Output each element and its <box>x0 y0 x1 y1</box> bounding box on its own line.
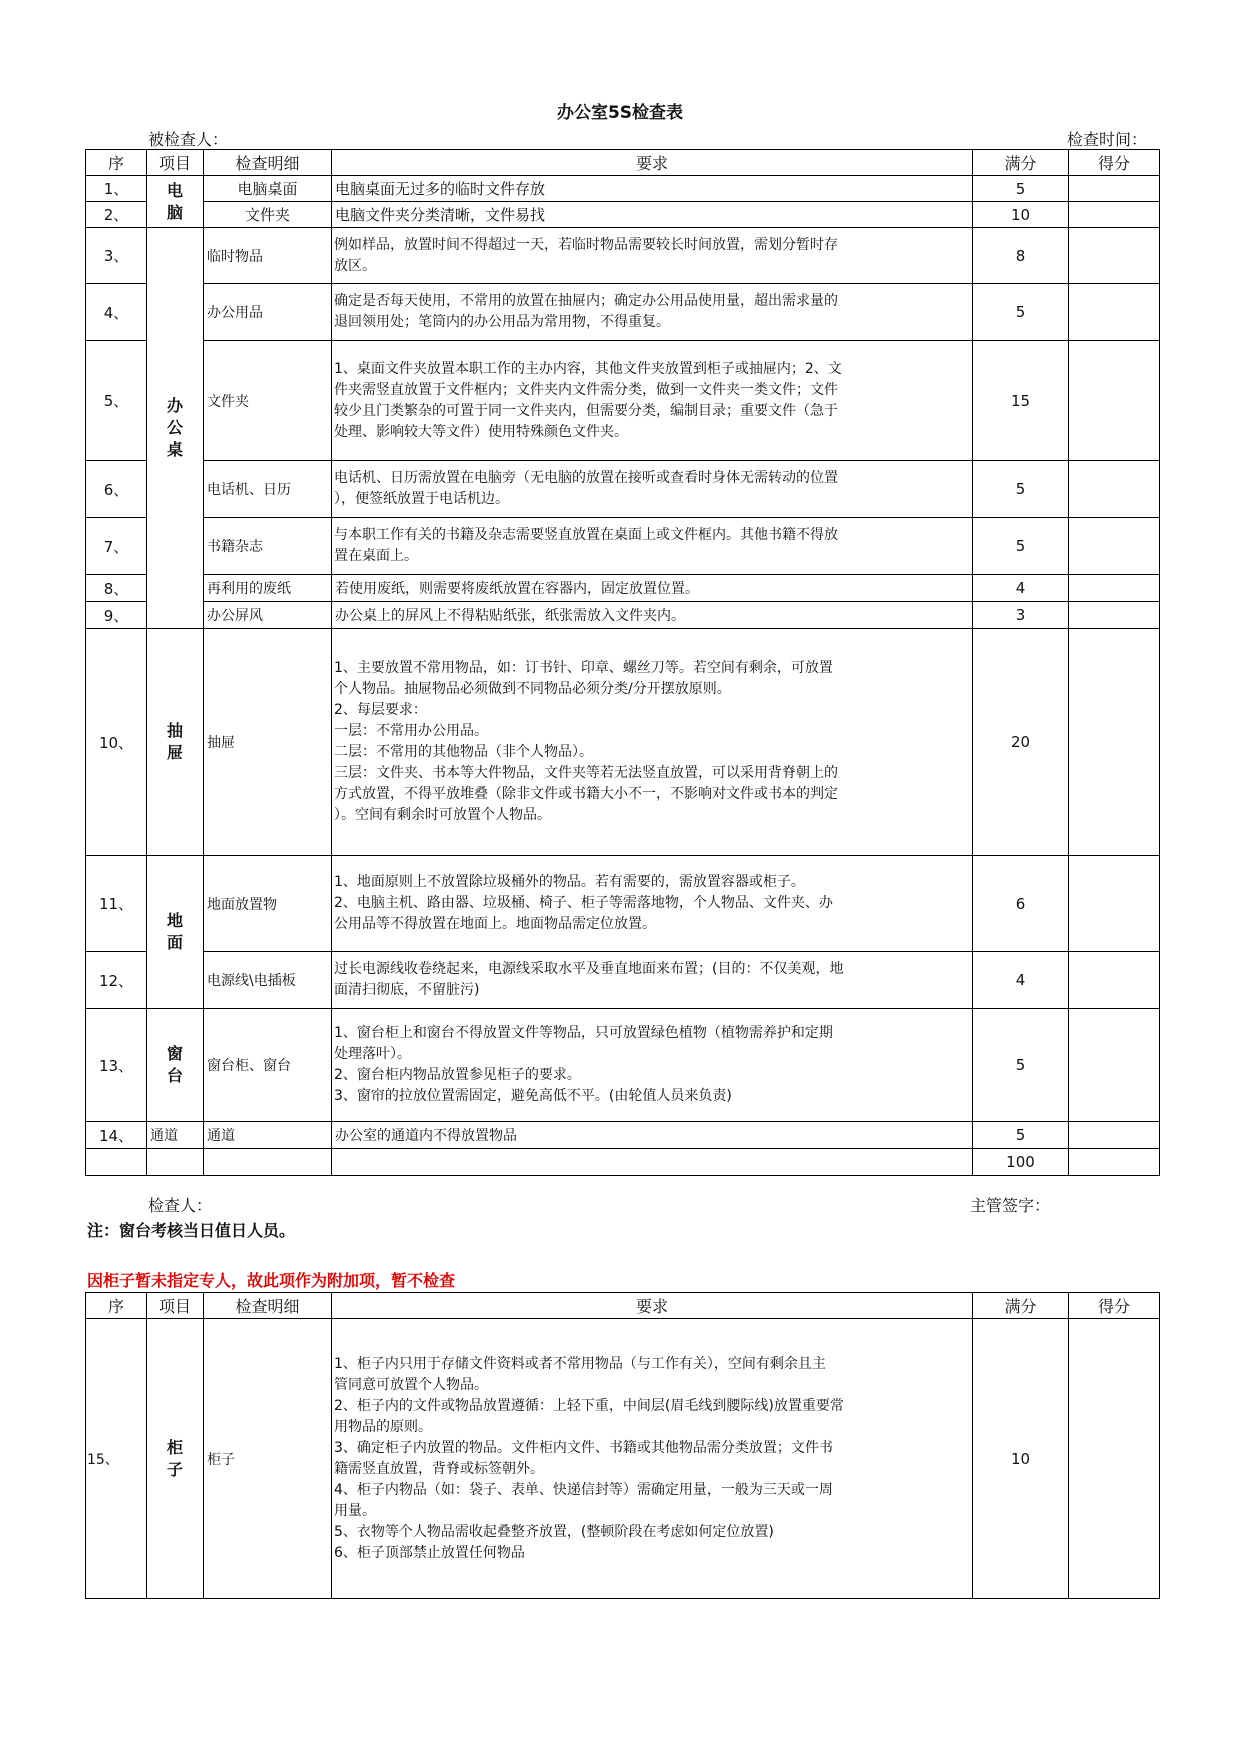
table-row <box>86 602 1160 629</box>
requirement-line: 用量。 <box>334 1502 376 1519</box>
extra-table <box>85 1292 1160 1599</box>
row-detail: 地面放置物 <box>204 856 332 952</box>
table-row <box>86 176 1160 202</box>
row-full-score: 15 <box>973 341 1069 461</box>
row-requirement <box>332 856 973 952</box>
row-full-score: 10 <box>973 202 1069 228</box>
requirement-line: ）。空间有剩余时可放置个人物品。 <box>334 807 551 823</box>
row-full-score: 8 <box>973 228 1069 284</box>
requirement-line: 籍需竖直放置，背脊或标签朝外。 <box>334 1460 544 1477</box>
row-score[interactable] <box>1069 629 1160 856</box>
requirement-line: 个人物品。抽屉物品必须做到不同物品必须分类/分开摆放原则。 <box>334 681 731 697</box>
row-detail: 窗台柜、窗台 <box>204 1009 332 1122</box>
requirement-line: 6、柜子顶部禁止放置任何物品 <box>334 1544 525 1561</box>
row-seq: 1、 <box>86 176 147 202</box>
row-score[interactable] <box>1069 602 1160 629</box>
category-cell <box>147 176 204 228</box>
row-seq: 4、 <box>86 284 147 341</box>
table-row <box>86 1319 1160 1599</box>
requirement-line: 三层：文件夹、书本等大件物品，文件夹等若无法竖直放置，可以采用背脊朝上的 <box>334 765 838 781</box>
row-requirement <box>332 341 973 461</box>
header-full-score: 满分 <box>973 150 1069 176</box>
row-requirement <box>332 228 973 284</box>
total-empty <box>332 1149 973 1176</box>
table-row <box>86 228 1160 284</box>
requirement-line: 3、窗帘的拉放位置需固定，避免高低不平。(由轮值人员来负责) <box>334 1088 732 1104</box>
requirement-line: 公用品等不得放置在地面上。地面物品需定位放置。 <box>334 916 656 932</box>
requirement-line: 面清扫彻底，不留脏污) <box>334 982 480 998</box>
requirement-line: 2、每层要求： <box>334 702 427 718</box>
header-seq: 序 <box>86 150 147 176</box>
row-detail: 临时物品 <box>204 228 332 284</box>
row-detail: 电脑桌面 <box>204 176 332 202</box>
header-item: 项目 <box>147 1293 204 1319</box>
table-row <box>86 341 1160 461</box>
header-score: 得分 <box>1069 150 1160 176</box>
row-detail: 再利用的废纸 <box>204 575 332 602</box>
row-score[interactable] <box>1069 341 1160 461</box>
requirement-line: 过长电源线收卷绕起来，电源线采取水平及垂直地面来布置；(目的：不仅美观，地 <box>334 961 844 977</box>
category-cell: 通道 <box>147 1122 204 1149</box>
header-row <box>86 150 1160 176</box>
header-item: 项目 <box>147 150 204 176</box>
requirement-line: 一层：不常用办公用品。 <box>334 723 488 739</box>
row-seq: 5、 <box>86 341 147 461</box>
row-full-score: 5 <box>973 176 1069 202</box>
row-score[interactable] <box>1069 1122 1160 1149</box>
requirement-line: 1、主要放置不常用物品，如：订书针、印章、螺丝刀等。若空间有剩余，可放置 <box>334 660 833 676</box>
row-detail: 抽屉 <box>204 629 332 856</box>
requirement-line: 1、柜子内只用于存储文件资料或者不常用物品（与工作有关），空间有剩余且主 <box>334 1355 826 1372</box>
total-empty <box>204 1149 332 1176</box>
row-score[interactable] <box>1069 952 1160 1009</box>
table-row <box>86 461 1160 518</box>
row-requirement <box>332 518 973 575</box>
category-cell <box>147 228 204 629</box>
table-row <box>86 952 1160 1009</box>
row-requirement <box>332 1122 973 1149</box>
row-requirement <box>332 284 973 341</box>
requirement-line: 例如样品，放置时间不得超过一天，若临时物品需要较长时间放置，需划分暂时存 <box>334 236 838 253</box>
category-cell <box>147 1319 204 1599</box>
row-requirement <box>332 176 973 202</box>
table-row <box>86 202 1160 228</box>
row-full-score: 20 <box>973 629 1069 856</box>
table-row <box>86 518 1160 575</box>
total-empty <box>147 1149 204 1176</box>
requirement-line: 方式放置，不得平放堆叠（除非文件或书籍大小不一，不影响对文件或书本的判定 <box>334 786 838 802</box>
row-seq: 15、 <box>86 1319 147 1599</box>
requirement-line: 若使用废纸，则需要将废纸放置在容器内，固定放置位置。 <box>335 581 699 597</box>
row-detail: 办公屏风 <box>204 602 332 629</box>
row-requirement <box>332 461 973 518</box>
header-requirement: 要求 <box>332 1293 973 1319</box>
row-requirement <box>332 1009 973 1122</box>
requirement-line: 与本职工作有关的书籍及杂志需要竖直放置在桌面上或文件框内。其他书籍不得放 <box>334 527 838 543</box>
inspect-time-label: 检查时间： <box>1067 130 1148 149</box>
row-score[interactable] <box>1069 228 1160 284</box>
row-detail: 书籍杂志 <box>204 518 332 575</box>
requirement-line: 电话机、日历需放置在电脑旁（无电脑的放置在接听或查看时身体无需转动的位置 <box>334 470 838 486</box>
row-score[interactable] <box>1069 856 1160 952</box>
row-score[interactable] <box>1069 461 1160 518</box>
supervisor-label: 主管签字： <box>970 1196 1051 1215</box>
category-text: 窗台 <box>167 1044 184 1085</box>
row-score[interactable] <box>1069 575 1160 602</box>
row-seq: 8、 <box>86 575 147 602</box>
requirement-line: ），便签纸放置于电话机边。 <box>334 491 509 507</box>
note-window: 注：窗台考核当日值日人员。 <box>87 1221 296 1240</box>
header-score: 得分 <box>1069 1293 1160 1319</box>
table-row <box>86 856 1160 952</box>
row-seq: 9、 <box>86 602 147 629</box>
row-seq: 12、 <box>86 952 147 1009</box>
row-full-score: 5 <box>973 284 1069 341</box>
requirement-line: 办公桌上的屏风上不得粘贴纸张，纸张需放入文件夹内。 <box>335 608 685 624</box>
requirement-line: 2、柜子内的文件或物品放置遵循：上轻下重，中间层(眉毛线到腰际线)放置重要常 <box>334 1397 844 1414</box>
total-row <box>86 1149 1160 1176</box>
requirement-line: 4、柜子内物品（如：袋子、表单、快递信封等）需确定用量，一般为三天或一周 <box>334 1481 833 1498</box>
row-full-score: 5 <box>973 518 1069 575</box>
requirement-line: 1、窗台柜上和窗台不得放置文件等物品，只可放置绿色植物（植物需养护和定期 <box>334 1025 833 1041</box>
row-full-score: 6 <box>973 856 1069 952</box>
total-score[interactable] <box>1069 1149 1160 1176</box>
header-row <box>86 1293 1160 1319</box>
inspectee-label: 被检查人： <box>148 130 229 149</box>
requirement-line: 1、地面原则上不放置除垃圾桶外的物品。若有需要的，需放置容器或柜子。 <box>334 874 805 890</box>
requirement-line: 置在桌面上。 <box>334 548 418 564</box>
table-row <box>86 629 1160 856</box>
row-score[interactable] <box>1069 1009 1160 1122</box>
requirement-line: 处理落叶）。 <box>334 1046 411 1062</box>
requirement-line: 用物品的原则。 <box>334 1418 432 1435</box>
row-full-score: 4 <box>973 952 1069 1009</box>
page-title: 办公室5S检查表 <box>556 103 684 123</box>
table-row <box>86 1009 1160 1122</box>
category-text: 抽屉 <box>167 721 184 762</box>
table-row <box>86 284 1160 341</box>
table-row <box>86 1122 1160 1149</box>
requirement-line: 确定是否每天使用，不常用的放置在抽屉内；确定办公用品使用量，超出需求量的 <box>334 293 838 309</box>
category-cell <box>147 856 204 1009</box>
header-seq: 序 <box>86 1293 147 1319</box>
requirement-line: 放区。 <box>334 257 376 274</box>
row-score[interactable] <box>1069 1319 1160 1599</box>
row-detail: 电源线\电插板 <box>204 952 332 1009</box>
requirement-line: 5、衣物等个人物品需收起叠整齐放置，(整顿阶段在考虑如何定位放置) <box>334 1523 774 1540</box>
row-detail: 柜子 <box>204 1319 332 1599</box>
header-detail: 检查明细 <box>204 150 332 176</box>
total-empty <box>86 1149 147 1176</box>
requirement-line: 退回领用处；笔筒内的办公用品为常用物，不得重复。 <box>334 314 670 330</box>
row-full-score: 5 <box>973 1009 1069 1122</box>
row-full-score: 5 <box>973 461 1069 518</box>
row-score[interactable] <box>1069 176 1160 202</box>
requirement-line: 3、确定柜子内放置的物品。文件柜内文件、书籍或其他物品需分类放置；文件书 <box>334 1439 833 1456</box>
note-cabinet: 因柜子暂未指定专人，故此项作为附加项，暂不检查 <box>87 1271 456 1290</box>
row-seq: 7、 <box>86 518 147 575</box>
main-table <box>85 149 1160 1176</box>
row-seq: 11、 <box>86 856 147 952</box>
row-full-score: 3 <box>973 602 1069 629</box>
row-requirement <box>332 602 973 629</box>
table-row <box>86 575 1160 602</box>
category-text: 柜子 <box>167 1437 184 1479</box>
row-seq: 2、 <box>86 202 147 228</box>
row-detail: 通道 <box>204 1122 332 1149</box>
row-full-score: 10 <box>973 1319 1069 1599</box>
requirement-line: 电脑桌面无过多的临时文件存放 <box>335 180 546 198</box>
requirement-line: 二层：不常用的其他物品（非个人物品）。 <box>334 744 593 760</box>
total-full-score: 100 <box>973 1149 1069 1176</box>
row-seq: 10、 <box>86 629 147 856</box>
row-score[interactable] <box>1069 518 1160 575</box>
category-cell <box>147 629 204 856</box>
row-detail: 办公用品 <box>204 284 332 341</box>
row-requirement <box>332 952 973 1009</box>
requirement-line: 件夹需竖直放置于文件框内；文件夹内文件需分类，做到一文件夹一类文件；文件 <box>334 381 838 398</box>
requirement-line: 处理、影响较大等文件）使用特殊颜色文件夹。 <box>334 423 628 440</box>
requirement-line: 2、窗台柜内物品放置参见柜子的要求。 <box>334 1067 581 1083</box>
header-requirement: 要求 <box>332 150 973 176</box>
row-requirement <box>332 1319 973 1599</box>
requirement-line: 电脑文件夹分类清晰，文件易找 <box>335 206 546 224</box>
header-detail: 检查明细 <box>204 1293 332 1319</box>
row-detail: 文件夹 <box>204 341 332 461</box>
inspector-label: 检查人： <box>148 1196 213 1215</box>
row-full-score: 5 <box>973 1122 1069 1149</box>
row-seq: 13、 <box>86 1009 147 1122</box>
row-detail: 电话机、日历 <box>204 461 332 518</box>
row-requirement <box>332 202 973 228</box>
row-detail: 文件夹 <box>204 202 332 228</box>
category-text: 地面 <box>167 911 184 952</box>
category-cell <box>147 1009 204 1122</box>
category-text: 电脑 <box>167 180 184 222</box>
row-requirement <box>332 629 973 856</box>
row-seq: 6、 <box>86 461 147 518</box>
requirement-line: 较少且门类繁杂的可置于同一文件夹内，但需要分类，编制目录；重要文件（急于 <box>334 402 838 419</box>
row-seq: 14、 <box>86 1122 147 1149</box>
row-requirement <box>332 575 973 602</box>
row-seq: 3、 <box>86 228 147 284</box>
category-text: 办公桌 <box>167 396 184 459</box>
requirement-line: 管同意可放置个人物品。 <box>334 1376 488 1393</box>
requirement-line: 办公室的通道内不得放置物品 <box>335 1128 517 1144</box>
header-full-score: 满分 <box>973 1293 1069 1319</box>
requirement-line: 1、桌面文件夹放置本职工作的主办内容，其他文件夹放置到柜子或抽屉内；2、文 <box>334 360 842 377</box>
row-full-score: 4 <box>973 575 1069 602</box>
row-score[interactable] <box>1069 284 1160 341</box>
row-score[interactable] <box>1069 202 1160 228</box>
requirement-line: 2、电脑主机、路由器、垃圾桶、椅子、柜子等需落地物，个人物品、文件夹、办 <box>334 895 833 911</box>
